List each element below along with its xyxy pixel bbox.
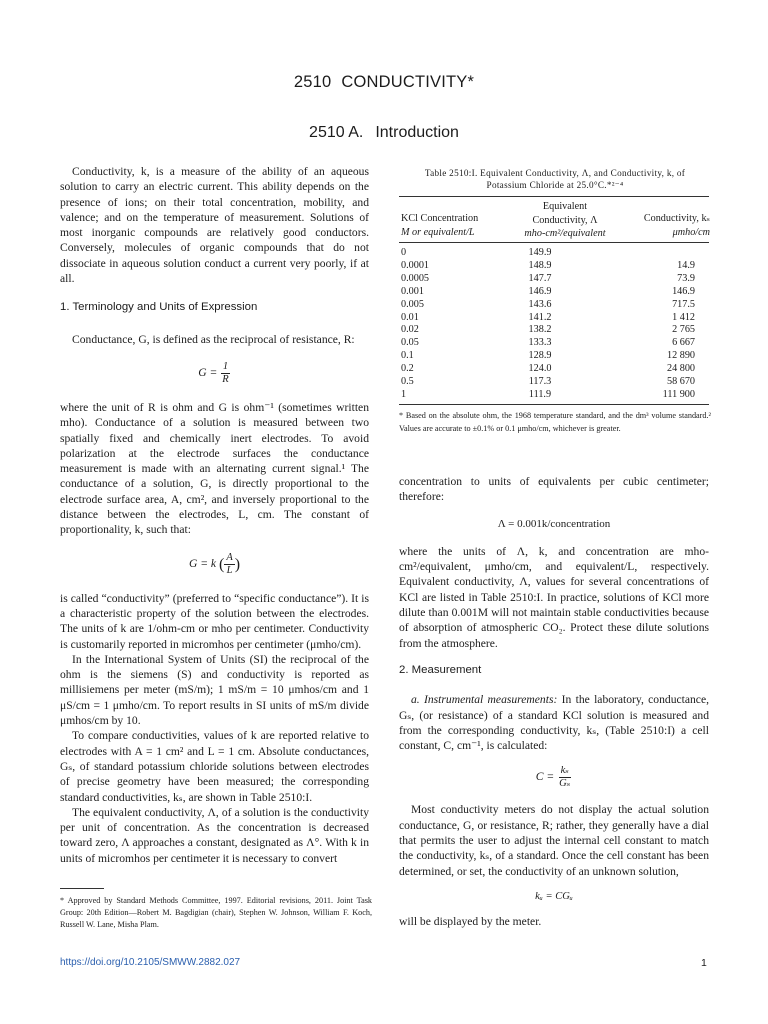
table-cell-conc: 0 bbox=[401, 247, 407, 258]
page-number: 1 bbox=[701, 957, 707, 969]
paragraph: Most conductivity meters do not display the actual solution conductance, G, or resistance, R; rather, they generally have a dial that permits the user to adjust the internal cell constant to match the conductivity, kₛ, of a standard. Once the cell constant has been determined, or set, the conductivity of an unknown solution, bbox=[399, 803, 709, 878]
table-cell-k: 6 667 bbox=[672, 337, 695, 349]
header-line: KCl Concentration bbox=[401, 213, 479, 224]
table-col-lambda bbox=[500, 247, 580, 402]
table-cell-lambda: 111.9 bbox=[528, 388, 552, 400]
paragraph: will be displayed by the meter. bbox=[399, 915, 542, 929]
left-column bbox=[60, 164, 369, 866]
numerator: 1 bbox=[222, 360, 229, 372]
table-cell-conc: 0.001 bbox=[401, 285, 424, 297]
table-cell-conc: 0.2 bbox=[401, 363, 414, 375]
table-caption-line: Potassium Chloride at 25.0°C.*²⁻⁴ bbox=[486, 180, 624, 190]
table-cell-conc: 0.005 bbox=[401, 298, 424, 310]
paragraph-lead: a. Instrumental measurements: bbox=[411, 693, 558, 707]
table-header-equivalent-conductivity bbox=[505, 200, 625, 241]
equation: Λ = 0.001k/concentration bbox=[497, 517, 611, 530]
paragraph bbox=[399, 692, 709, 753]
table-cell-k: 1 412 bbox=[672, 311, 695, 323]
table-caption-line: Table 2510:I. Equivalent Conductivity, Λ, and Conductivity, k, of bbox=[424, 168, 686, 178]
table-col-concentration bbox=[401, 247, 481, 402]
header-line: Conductivity, kₛ bbox=[643, 213, 710, 224]
fraction bbox=[224, 552, 234, 577]
right-column bbox=[399, 474, 709, 930]
doi-link[interactable]: https://doi.org/10.2105/SMWW.2882.027 bbox=[60, 957, 241, 968]
table-cell-lambda: 146.9 bbox=[528, 285, 552, 297]
table-cell-conc: 0.02 bbox=[401, 324, 419, 336]
fraction bbox=[557, 765, 572, 790]
numerator: kₛ bbox=[560, 765, 569, 777]
paren: ( bbox=[218, 555, 225, 573]
table-cell-conc: 0.5 bbox=[401, 376, 414, 388]
table-cell-lambda: 128.9 bbox=[528, 350, 552, 362]
table-col-conductivity bbox=[620, 247, 695, 402]
table-cell-conc: 0.1 bbox=[401, 350, 414, 362]
table-cell-lambda: 124.0 bbox=[528, 363, 552, 375]
section-title bbox=[0, 124, 768, 142]
table-cell-k: 2 765 bbox=[672, 324, 695, 336]
header-line: μmho/cm bbox=[672, 226, 710, 238]
section-heading: 2. Measurement bbox=[399, 663, 482, 676]
table-cell-lambda: 141.2 bbox=[528, 311, 552, 323]
section-name: Introduction bbox=[375, 124, 459, 141]
table-cell-k: 717.5 bbox=[672, 298, 695, 310]
equation-lhs: G = k bbox=[188, 556, 217, 570]
paragraph-body: In the laboratory, conductance, Gₛ, (or resistance) of a standard KCl solution is measured and from the corresponding conductivity, kₛ, (Table 2510:I) a cell constant, C, cm⁻¹, is calculated: bbox=[399, 693, 709, 753]
table-cell-lambda: 117.3 bbox=[528, 376, 552, 388]
table-cell-k: 146.9 bbox=[672, 285, 695, 297]
table-cell-lambda: 147.7 bbox=[528, 272, 552, 284]
table-cell-conc: 0.0001 bbox=[401, 259, 430, 271]
table-cell-conc: 1 bbox=[401, 388, 407, 400]
denominator: L bbox=[226, 564, 233, 576]
table-header-concentration bbox=[401, 212, 491, 239]
paragraph: concentration to units of equivalents per cubic centimeter; therefore: bbox=[399, 475, 709, 504]
section-number: 2510 A. bbox=[309, 124, 364, 141]
numerator: A bbox=[226, 551, 233, 563]
table-cell-k: 58 670 bbox=[666, 376, 695, 388]
table-cell-k: 73.9 bbox=[677, 272, 695, 284]
table-cell-conc: 0.0005 bbox=[401, 272, 430, 284]
header-line: M or equivalent/L bbox=[401, 226, 475, 238]
footnote-rule bbox=[60, 888, 104, 889]
table-cell-k: 24 800 bbox=[666, 363, 695, 375]
table-cell-k bbox=[620, 247, 695, 260]
header-line: mho-cm²/equivalent bbox=[524, 228, 606, 239]
header-line: Conductivity, Λ bbox=[532, 214, 598, 226]
denominator: Gₛ bbox=[559, 778, 571, 790]
paragraph: To compare conductivities, values of k are reported relative to electrodes with A = 1 cm² and L = 1 cm. Absolute conductances, Gₛ, of standard potassium chloride solutions between electrodes of precise geometry have been measured; the corresponding standard conductivities, kₛ, are shown in Table 2510:I. bbox=[60, 729, 369, 804]
paragraph: where the unit of R is ohm and G is ohm⁻¹ (sometimes written mho). Conductance of a solution is measured between two spatially fixed and chemically inert electrodes. To avoid polarization at the electrode surfaces the conductance measurement is made with an alternating current signal.¹ The conductance of a solution, G, is directly proportional to the electrode surface area, A, cm², and inversely proportional to the distance between the electrodes, L, cm. The constant of proportionality, k, such that: bbox=[60, 400, 369, 537]
chapter-number: 2510 bbox=[293, 73, 332, 91]
table-cell-lambda: 149.9 bbox=[528, 247, 552, 258]
table-rule-top bbox=[399, 196, 709, 197]
fraction bbox=[220, 361, 230, 386]
table-cell-conc: 0.01 bbox=[401, 311, 419, 323]
equation bbox=[60, 361, 369, 386]
table-caption bbox=[399, 167, 711, 191]
equation-lhs: G = bbox=[198, 366, 218, 380]
table-header-conductivity bbox=[630, 212, 710, 239]
equation bbox=[60, 552, 369, 577]
table-rule-mid bbox=[399, 242, 709, 243]
table-rule-bottom bbox=[399, 404, 709, 405]
table-cell-k: 111 900 bbox=[662, 388, 695, 400]
paragraph: is called “conductivity” (preferred to “specific conductance”). It is a characteristic property of the solution between the electrodes. The units of k are 1/ohm-cm or mho per centimeter. Conductivity is customarily reported in micromhos per centimeter (μmho/cm). bbox=[60, 591, 369, 651]
paren: ) bbox=[234, 555, 241, 573]
paragraph: Conductance, G, is defined as the reciprocal of resistance, R: bbox=[72, 332, 355, 346]
chapter-name: CONDUCTIVITY* bbox=[341, 73, 475, 91]
table-cell-lambda: 133.3 bbox=[528, 337, 552, 349]
header-line: Equivalent bbox=[542, 201, 588, 212]
equation-lhs: C = bbox=[535, 770, 555, 784]
table-cell-lambda: 143.6 bbox=[528, 298, 552, 310]
table-cell-lambda: 138.2 bbox=[528, 324, 552, 336]
denominator: R bbox=[222, 373, 229, 385]
table-cell-conc: 0.05 bbox=[401, 337, 419, 349]
table-cell-lambda: 148.9 bbox=[528, 259, 552, 271]
footnote-text: * Approved by Standard Methods Committee, 1997. Editorial revisions, 2011. Joint Task Group: 20th Edition—Robert M. Bagdigian (chair), Stephen W. Johnson, William F. Koch, Russell W. Lane, Misha Plam. bbox=[60, 896, 372, 930]
paragraph: where the units of Λ, k, and concentration are mho-cm²/equivalent, μmho/cm, and equivalent/L, respectively. Equivalent conductivity, Λ, values for several concentrations of KCl are listed in Table 2510:I. In practice, solutions of KCl more dilute than 0.001M will not maintain stable conductivities because of absorption of atmospheric CO₂. Protect these dilute solutions from the atmosphere. bbox=[399, 544, 709, 650]
table-footnote: * Based on the absolute ohm, the 1968 temperature standard, and the dm³ volume standard.² Values are accurate to ±0.1% or 0.1 μmho/cm, whichever is greater. bbox=[399, 411, 711, 433]
chapter-title bbox=[0, 73, 768, 92]
equation bbox=[399, 765, 709, 790]
section-heading: 1. Terminology and Units of Expression bbox=[60, 301, 258, 314]
table-cell-k: 12 890 bbox=[666, 350, 695, 362]
table-cell-k: 14.9 bbox=[677, 259, 695, 271]
paragraph: Conductivity, k, is a measure of the ability of an aqueous solution to carry an electric current. This ability depends on the presence of ions; on their total concentration, mobility, and valence; and on the temperature of measurement. Solutions of most inorganic compounds are relatively good conductors. Conversely, molecules of organic compounds that do not dissociate in aqueous solution conduct a current very poorly, if at all. bbox=[60, 165, 369, 286]
paragraph: The equivalent conductivity, Λ, of a solution is the conductivity per unit of concentration. As the concentration is decreased toward zero, Λ approaches a constant, designated as Λ°. With k in units of micromhos per centimeter it is necessary to convert bbox=[60, 805, 369, 865]
equation: kᵤ = CGᵤ bbox=[535, 890, 573, 902]
paragraph: In the International System of Units (SI) the reciprocal of the ohm is the siemens (S) and conductivity is reported as millisiemens per meter (mS/m); 1 mS/m = 10 μmhos/cm and 1 μS/cm = 1 μmho/cm. To report results in SI units of mS/m divide μmhos/cm by 10. bbox=[60, 652, 369, 728]
footnote bbox=[60, 895, 372, 932]
